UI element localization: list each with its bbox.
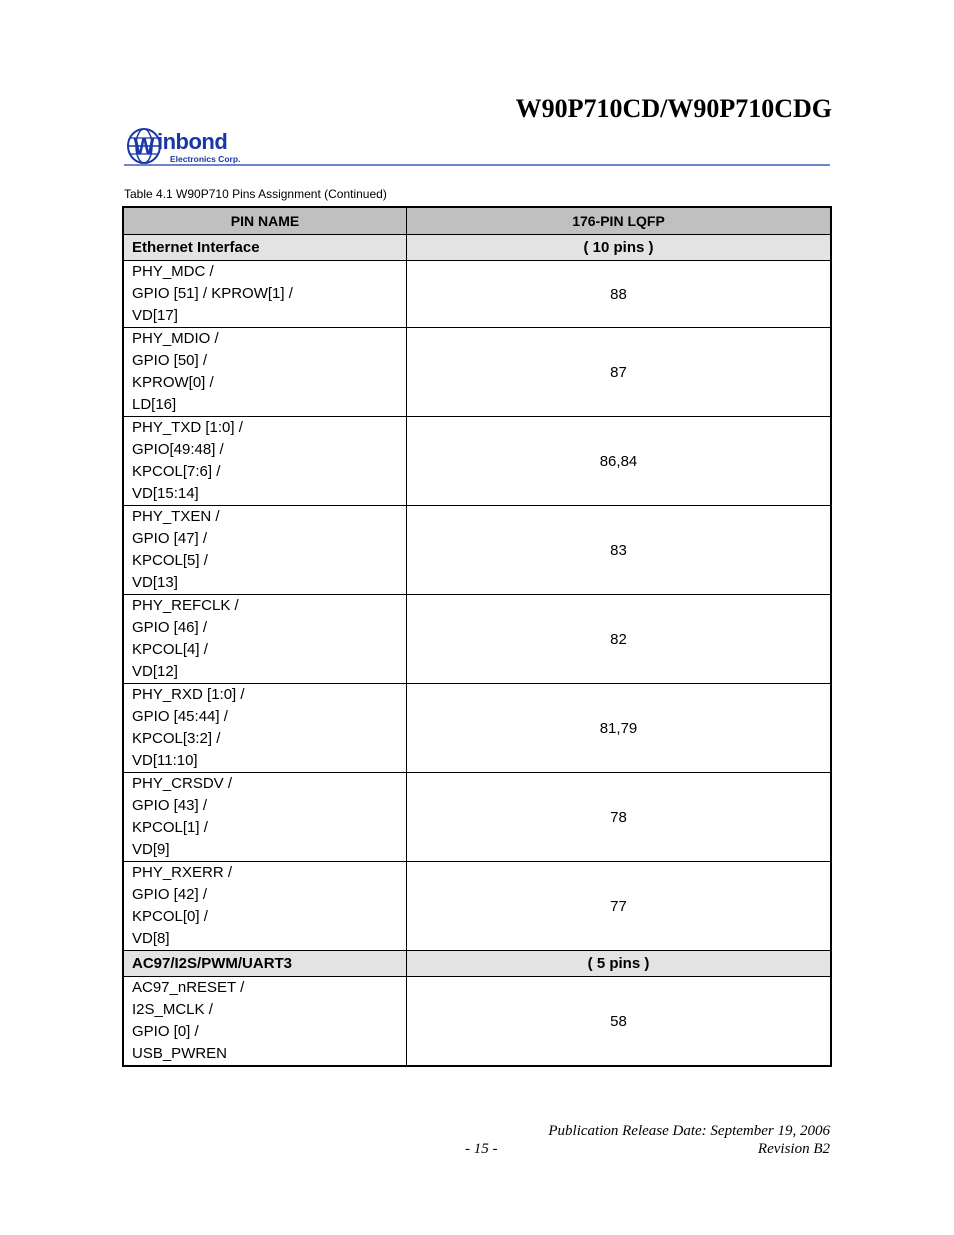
table-row <box>123 261 831 328</box>
table-row <box>123 595 831 684</box>
pin-name-line: PHY_RXD [1:0] / <box>132 686 245 703</box>
column-header-pin-name: PIN NAME <box>123 207 407 235</box>
logo-wordmark: inbond <box>157 129 228 154</box>
pin-name-line: KPCOL[0] / <box>132 908 208 925</box>
pin-name-line: VD[15:14] <box>132 485 199 502</box>
group-row <box>123 235 831 261</box>
pin-name-line: KPCOL[4] / <box>132 641 208 658</box>
table-row <box>123 977 831 1067</box>
group-name: AC97/I2S/PWM/UART3 <box>123 951 407 977</box>
logo-subtitle: Electronics Corp. <box>170 154 241 164</box>
group-name: Ethernet Interface <box>123 235 407 261</box>
footer-page-number: - 15 - <box>465 1141 498 1157</box>
pin-name-line: KPCOL[5] / <box>132 552 208 569</box>
pin-name-line: GPIO [47] / <box>132 530 208 547</box>
table-row <box>123 328 831 417</box>
pin-name-line: PHY_TXD [1:0] / <box>132 419 243 436</box>
pin-number-cell: 81,79 <box>407 684 832 773</box>
pin-number-cell: 86,84 <box>407 417 832 506</box>
pin-name-cell <box>123 595 407 684</box>
group-pin-count: ( 5 pins ) <box>407 951 832 977</box>
pin-name-line: KPCOL[7:6] / <box>132 463 221 480</box>
table-row <box>123 506 831 595</box>
pin-name-line: GPIO [50] / <box>132 352 208 369</box>
pin-name-line: GPIO [46] / <box>132 619 208 636</box>
pin-name-line: KPCOL[1] / <box>132 819 208 836</box>
winbond-logo <box>127 126 257 166</box>
pin-name-cell <box>123 506 407 595</box>
pin-name-line: PHY_MDIO / <box>132 330 219 347</box>
pin-name-line: USB_PWREN <box>132 1045 228 1062</box>
pin-name-line: VD[17] <box>132 307 178 324</box>
pin-name-line: PHY_REFCLK / <box>132 597 239 614</box>
pin-name-line: GPIO [43] / <box>132 797 208 814</box>
table-row <box>123 684 831 773</box>
pin-number-cell: 82 <box>407 595 832 684</box>
pin-name-line: PHY_MDC / <box>132 263 214 280</box>
pin-name-line: PHY_TXEN / <box>132 508 220 525</box>
pin-name-line: GPIO [45:44] / <box>132 708 228 725</box>
pin-assignment-table <box>122 206 832 1067</box>
pin-name-line: I2S_MCLK / <box>132 1001 213 1018</box>
pin-name-line: LD[16] <box>132 396 177 413</box>
table-row <box>123 417 831 506</box>
pin-name-line: GPIO [0] / <box>132 1023 199 1040</box>
document-title: W90P710CD/W90P710CDG <box>515 94 832 123</box>
pin-name-cell <box>123 862 407 951</box>
pin-name-line: VD[12] <box>132 663 178 680</box>
column-header-lqfp: 176-PIN LQFP <box>407 207 832 235</box>
pin-name-cell <box>123 328 407 417</box>
pin-name-line: KPCOL[3:2] / <box>132 730 221 747</box>
pin-name-line: GPIO [51] / KPROW[1] / <box>132 285 293 302</box>
pin-number-cell: 78 <box>407 773 832 862</box>
pin-name-line: VD[8] <box>132 930 170 947</box>
pin-name-cell <box>123 417 407 506</box>
table-caption: Table 4.1 W90P710 Pins Assignment (Continued) <box>124 187 387 201</box>
pin-name-line: AC97_nRESET / <box>132 979 245 996</box>
pin-number-cell: 88 <box>407 261 832 328</box>
footer-revision: Revision B2 <box>757 1141 830 1157</box>
pin-name-line: VD[9] <box>132 841 170 858</box>
pin-name-line: GPIO[49:48] / <box>132 441 224 458</box>
group-pin-count: ( 10 pins ) <box>407 235 832 261</box>
pin-name-line: VD[13] <box>132 574 178 591</box>
pin-name-line: PHY_CRSDV / <box>132 775 233 792</box>
pin-name-line: KPROW[0] / <box>132 374 214 391</box>
table-row <box>123 773 831 862</box>
pin-name-cell <box>123 261 407 328</box>
footer-release-date: Publication Release Date: September 19, 2006 <box>548 1123 830 1139</box>
pin-name-cell <box>123 684 407 773</box>
table-row <box>123 862 831 951</box>
pin-number-cell: 87 <box>407 328 832 417</box>
group-row <box>123 951 831 977</box>
pin-number-cell: 83 <box>407 506 832 595</box>
pin-name-cell <box>123 977 407 1067</box>
pin-name-line: VD[11:10] <box>132 752 198 769</box>
pin-name-line: PHY_RXERR / <box>132 864 233 881</box>
header-rule <box>124 164 830 166</box>
table-header-row <box>123 207 831 235</box>
pin-name-cell <box>123 773 407 862</box>
pin-name-line: GPIO [42] / <box>132 886 208 903</box>
svg-text:W: W <box>133 134 155 159</box>
pin-number-cell: 77 <box>407 862 832 951</box>
pin-number-cell: 58 <box>407 977 832 1067</box>
